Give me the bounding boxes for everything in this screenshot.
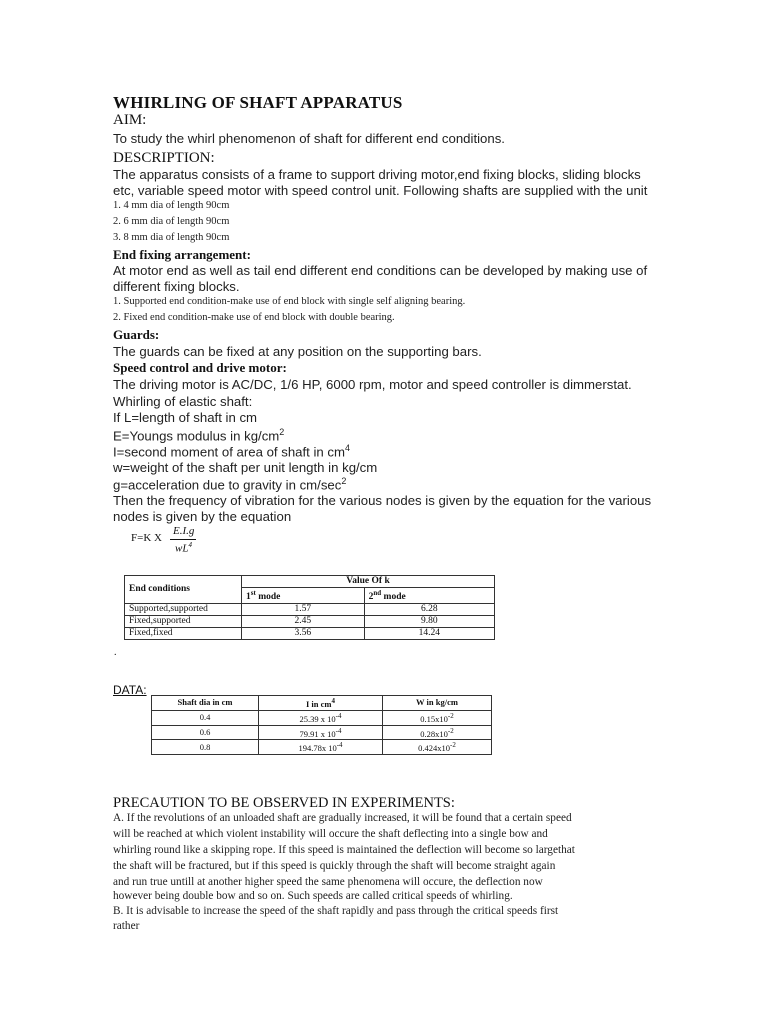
end-fixing-item: 2. Fixed end condition-make use of end block with double bearing. — [113, 312, 395, 323]
whirling-line — [113, 428, 284, 443]
cell: 9.80 — [364, 616, 494, 628]
precaution-line: rather — [113, 920, 140, 932]
youngs-modulus-text: E=Youngs modulus in kg/cm — [113, 428, 280, 444]
formula-lhs: F=K X — [131, 532, 162, 544]
data-label: DATA: — [113, 683, 147, 697]
header-end-conditions: End conditions — [125, 576, 242, 604]
superscript: -4 — [336, 741, 343, 750]
description-line: etc, variable speed motor with speed control unit. Following shafts are supplied with the unit — [113, 183, 648, 198]
k-value-table — [124, 575, 495, 640]
superscript: nd — [373, 589, 382, 597]
table-row — [152, 725, 492, 740]
header-weight: W in kg/cm — [383, 696, 492, 711]
cell-text: 79.91 x 10 — [299, 728, 336, 739]
superscript: -4 — [335, 711, 342, 720]
end-fixing-heading: End fixing arrangement: — [113, 247, 251, 262]
cell: 0.6 — [152, 725, 259, 740]
precaution-line: will be reached at which violent instability will occure the shaft deflecting into a single bow and — [113, 828, 548, 840]
cell — [383, 710, 492, 725]
cell: 0.4 — [152, 710, 259, 725]
cell — [383, 725, 492, 740]
cell-text: 25.39 x 10 — [299, 713, 336, 724]
mode-label: mode — [381, 592, 406, 603]
header-second-mode — [364, 588, 494, 604]
description-heading: DESCRIPTION: — [113, 150, 215, 166]
precaution-line: A. If the revolutions of an unloaded shaft are gradually increased, it will be found that a certain speed — [113, 812, 572, 824]
table-header-row — [152, 696, 492, 711]
table-row — [152, 710, 492, 725]
precaution-line: and run true untill at another higher speed the same phenomena will occure, the deflection now — [113, 876, 543, 888]
end-fixing-line: different fixing blocks. — [113, 279, 240, 294]
cell: 0.8 — [152, 740, 259, 755]
precaution-line: whirling round like a skipping rope. If this speed is maintained the deflection will become so largethat — [113, 844, 575, 856]
cell: 1.57 — [242, 604, 365, 616]
header-moment — [259, 696, 383, 711]
formula-numerator: E.I.g — [173, 525, 195, 537]
precaution-line: however being double bow and so on. Such speeds are called critical speeds of whirling. — [113, 890, 513, 902]
header-shaft-dia: Shaft dia in cm — [152, 696, 259, 711]
whirling-line: Then the frequency of vibration for the various nodes is given by the equation for the various — [113, 493, 652, 508]
speed-text: The driving motor is AC/DC, 1/6 HP, 6000 rpm, motor and speed controller is dimmerstat. — [113, 377, 632, 392]
cell — [259, 725, 383, 740]
superscript: st — [250, 589, 256, 597]
cell: 2.45 — [242, 616, 365, 628]
header-text: I in cm — [306, 698, 332, 709]
mode-number: 2 — [368, 592, 374, 603]
mode-label: mode — [255, 592, 281, 603]
whirling-line: Whirling of elastic shaft: — [113, 394, 253, 409]
end-fixing-item: 1. Supported end condition-make use of end block with single self aligning bearing. — [113, 296, 466, 307]
shaft-item: 2. 6 mm dia of length 90cm — [113, 216, 230, 227]
precaution-line: the shaft will be fractured, but if this speed is quickly through the shaft will become straight again — [113, 860, 556, 872]
whirling-line — [113, 444, 350, 459]
cell: Supported,supported — [125, 604, 242, 616]
fraction-bar — [170, 539, 196, 540]
table-header-row — [125, 576, 495, 588]
whirling-line: nodes is given by the equation — [113, 509, 292, 524]
table-row — [152, 740, 492, 755]
aim-heading: AIM: — [113, 112, 147, 128]
superscript: 4 — [331, 697, 335, 705]
shaft-item: 3. 8 mm dia of length 90cm — [113, 232, 230, 243]
aim-text: To study the whirl phenomenon of shaft for different end conditions. — [113, 131, 505, 146]
data-table — [151, 695, 492, 755]
guards-heading: Guards: — [113, 327, 160, 342]
precaution-line: B. It is advisable to increase the speed of the shaft rapidly and pass through the critical speeds first — [113, 905, 559, 917]
superscript: -2 — [450, 741, 456, 750]
superscript: 4 — [188, 541, 192, 549]
superscript: 4 — [345, 443, 351, 453]
speed-heading: Speed control and drive motor: — [113, 360, 287, 375]
denominator-text: wL — [175, 542, 189, 555]
whirling-line: w=weight of the shaft per unit length in kg/cm — [113, 460, 378, 475]
table-row — [125, 628, 495, 640]
superscript: 2 — [279, 427, 285, 437]
guards-text: The guards can be fixed at any position on the supporting bars. — [113, 344, 482, 359]
superscript: -2 — [447, 711, 454, 720]
mode-number: 1 — [246, 592, 251, 603]
cell-text: 0.15x10 — [420, 713, 448, 724]
gravity-text: g=acceleration due to gravity in cm/sec — [113, 477, 342, 493]
header-first-mode — [242, 588, 365, 604]
cell — [259, 710, 383, 725]
precaution-heading: PRECAUTION TO BE OBSERVED IN EXPERIMENTS: — [113, 795, 455, 811]
end-fixing-line: At motor end as well as tail end different end conditions can be developed by making use of — [113, 263, 648, 278]
cell — [259, 740, 383, 755]
stray-dot: . — [114, 647, 117, 658]
cell-text: 0.424x10 — [418, 743, 451, 754]
description-line: The apparatus consists of a frame to support driving motor,end fixing blocks, sliding blocks — [113, 167, 641, 182]
table-row — [125, 616, 495, 628]
cell: Fixed,supported — [125, 616, 242, 628]
page-title: WHIRLING OF SHAFT APPARATUS — [113, 93, 403, 112]
superscript: 2 — [341, 476, 347, 486]
cell-text: 0.28x10 — [420, 728, 448, 739]
formula-denominator — [175, 541, 192, 555]
cell — [383, 740, 492, 755]
whirling-line — [113, 477, 346, 492]
header-value-of-k: Value Of k — [242, 576, 495, 588]
cell: 14.24 — [364, 628, 494, 640]
cell: 6.28 — [364, 604, 494, 616]
whirling-line: If L=length of shaft in cm — [113, 410, 258, 425]
cell: Fixed,fixed — [125, 628, 242, 640]
table-row — [125, 604, 495, 616]
cell-text: 194.78x 10 — [298, 743, 337, 754]
shaft-item: 1. 4 mm dia of length 90cm — [113, 200, 230, 211]
moment-area-text: I=second moment of area of shaft in cm — [113, 444, 345, 460]
superscript: -2 — [447, 726, 454, 735]
cell: 3.56 — [242, 628, 365, 640]
superscript: -4 — [335, 726, 342, 735]
